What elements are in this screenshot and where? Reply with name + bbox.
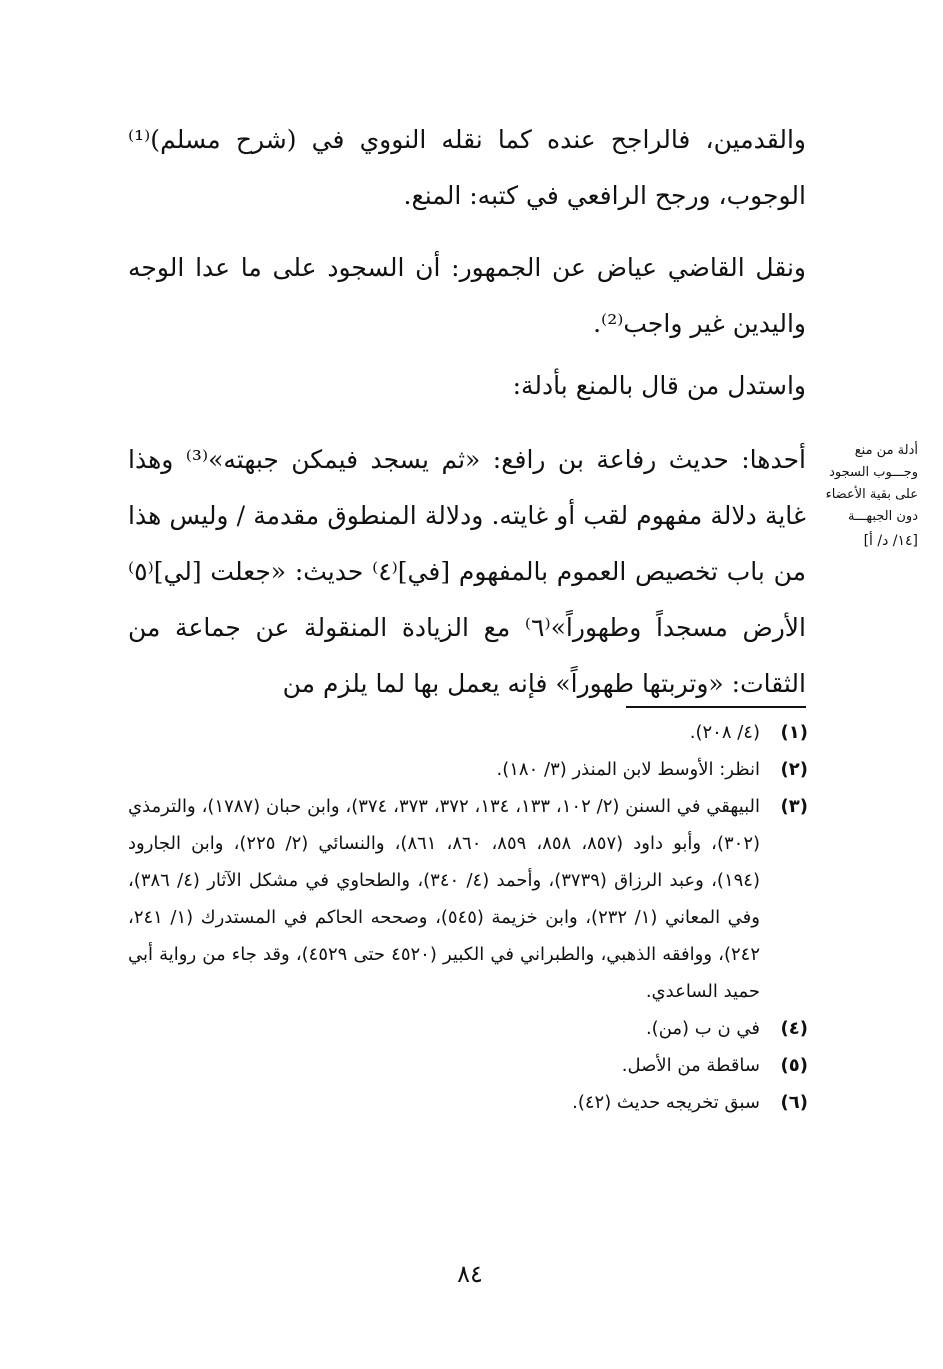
footnote-text: سبق تخريجه حديث (٤٢). [572,1092,760,1113]
paragraph-2: ونقل القاضي عياض عن الجمهور: أن السجود على ما عدا الوجه واليدين غير واجب⁽²⁾. [128,253,806,338]
margin-note-text: أدلة من منع وجـــوب السجود على بقية الأعضاء دون الجبهـــة [825,443,918,524]
footnote-text: في ن ب (من). [645,1018,760,1039]
paragraph-4: أحدها: حديث رفاعة بن رافع: «ثم يسجد فيمكن جبهته»⁽³⁾ وهذا غاية دلالة مفهوم لقب أو غايته. ودلالة المنطوق مقدمة / وليس هذا من باب تخصيص العموم بالمفهوم [في]⁽٤⁾ حديث: «جعلت [لي]⁽٥⁾ الأرض مسجداً وطهوراً»⁽٦⁾ مع الزيادة المنقولة عن جماعة من الثقات: «وتربتها طهوراً» فإنه يعمل بها لما يلزم من [128,445,806,698]
footnote-1 [128,714,808,751]
footnote-6 [128,1084,808,1121]
footnotes-list [128,714,808,1121]
footnote-text: (٤/ ٢٠٨). [689,722,760,743]
footnote-3 [128,788,808,1010]
margin-note [818,440,918,552]
page-number: ٨٤ [457,1260,483,1288]
footnote-text: ساقطة من الأصل. [621,1055,760,1076]
footnote-number: (١) [780,722,808,743]
footnote-number: (٤) [780,1018,808,1039]
margin-note-reference: [١٤/ د/ أ] [863,533,918,549]
footnote-separator [626,706,806,708]
footnote-5 [128,1047,808,1084]
footnote-text: انظر: الأوسط لابن المنذر (٣/ ١٨٠). [496,759,760,780]
paragraph-1: والقدمين، فالراجح عنده كما نقله النووي في (شرح مسلم)⁽¹⁾ الوجوب، ورجح الرافعي في كتبه: المنع. [128,125,806,210]
footnote-number: (٣) [780,796,808,817]
footnote-4 [128,1010,808,1047]
footnote-number: (٢) [780,759,808,780]
footnote-number: (٥) [780,1055,808,1076]
footnote-number: (٦) [780,1092,808,1113]
paragraph-3: واستدل من قال بالمنع بأدلة: [512,371,806,400]
footnote-text: البيهقي في السنن (٢/ ١٠٢، ١٣٣، ١٣٤، ٣٧٢، ٣٧٣، ٣٧٤)، وابن حبان (١٧٨٧)، والترمذي (٣٠٢)، وأبو داود (٨٥٧، ٨٥٨، ٨٥٩، ٨٦٠، ٨٦١)، والنسائي (٢/ ٢٢٥)، وابن الجارود (١٩٤)، وعبد الرزاق (٣٧٣٩)، وأحمد (٤/ ٣٤٠)، والطحاوي في مشكل الآثار (٤/ ٣٨٦)، وفي المعاني (١/ ٢٣٢)، وابن خزيمة (٥٤٥)، وصححه الحاكم في المستدرك (١/ ٢٤١، ٢٤٢)، ووافقه الذهبي، والطبراني في الكبير (٤٥٢٠ حتى ٤٥٢٩)، وقد جاء من رواية أبي حميد الساعدي. [128,796,761,1002]
footnote-2 [128,751,808,788]
